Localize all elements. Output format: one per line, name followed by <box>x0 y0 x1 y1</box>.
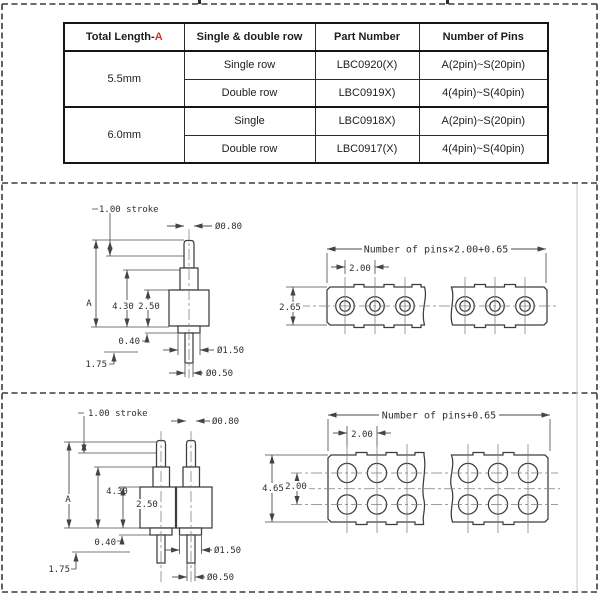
cell-row-type: Single <box>184 107 315 135</box>
cell-length-6-0: 6.0mm <box>64 107 184 163</box>
flange-dia-label: Ø1.50 <box>214 546 242 556</box>
cell-part: LBC0920(X) <box>315 51 419 79</box>
plunger-dia-label: Ø0.80 <box>215 222 243 232</box>
dim-0-40: 0.40 <box>94 538 116 548</box>
cell-pins: 4(4pin)~S(40pin) <box>419 79 548 107</box>
cell-pins: A(2pin)~S(20pin) <box>419 107 548 135</box>
artifact-mark <box>198 0 201 4</box>
dim-2-50: 2.50 <box>138 302 160 312</box>
overall-height-label: A <box>86 299 92 309</box>
dim-1-75: 1.75 <box>48 565 70 575</box>
total-length-formula: Number of pins×2.00+0.65 <box>363 244 509 256</box>
table-header-row <box>64 23 548 51</box>
plunger-dia-label: Ø0.80 <box>212 417 240 427</box>
strip-width-label: 2.65 <box>279 303 301 313</box>
pogo-pin-shape <box>169 229 209 378</box>
overall-height-label: A <box>65 495 71 505</box>
total-length-formula: Number of pins+0.65 <box>381 410 497 422</box>
pitch-label: 2.00 <box>351 430 373 440</box>
stroke-label: 1.00 stroke <box>99 205 159 215</box>
table-row <box>64 107 548 135</box>
cell-row-type: Double row <box>184 135 315 163</box>
spec-table <box>63 22 549 164</box>
cell-row-type: Single row <box>184 51 315 79</box>
pitch-label: 2.00 <box>349 264 371 274</box>
dim-2-50: 2.50 <box>136 500 158 510</box>
tail-dia-label: Ø0.50 <box>206 369 234 379</box>
tail-dia-label: Ø0.50 <box>207 573 235 583</box>
cell-pins: 4(4pin)~S(40pin) <box>419 135 548 163</box>
double-row-pin-side-view <box>48 409 241 583</box>
cell-part: LBC0917(X) <box>315 135 419 163</box>
dim-4-30: 4.30 <box>112 302 134 312</box>
col-header-part-number: Part Number <box>315 23 419 51</box>
cell-row-type: Double row <box>184 79 315 107</box>
single-row-strip-view <box>277 245 559 335</box>
col-header-row-type: Single & double row <box>184 23 315 51</box>
dim-4-30: 4.30 <box>106 487 128 497</box>
row-spacing-label: 2.00 <box>285 482 307 492</box>
stroke-label: 1.00 stroke <box>88 409 148 419</box>
single-row-pin-side-view <box>85 205 244 379</box>
cell-length-5-5: 5.5mm <box>64 51 184 107</box>
col-header-pins: Number of Pins <box>419 23 548 51</box>
strip-width-label: 4.65 <box>262 484 284 494</box>
col-header-total-length: Total Length-A <box>64 23 184 51</box>
header-accent-a: A <box>154 31 163 43</box>
dim-1-75: 1.75 <box>85 360 107 370</box>
flange-dia-label: Ø1.50 <box>217 346 245 356</box>
dim-0-40: 0.40 <box>118 337 140 347</box>
cell-pins: A(2pin)~S(20pin) <box>419 51 548 79</box>
cell-part: LBC0918X) <box>315 107 419 135</box>
artifact-mark <box>446 0 449 4</box>
cell-part: LBC0919X) <box>315 79 419 107</box>
double-row-strip-view <box>260 411 560 534</box>
table-row <box>64 51 548 79</box>
